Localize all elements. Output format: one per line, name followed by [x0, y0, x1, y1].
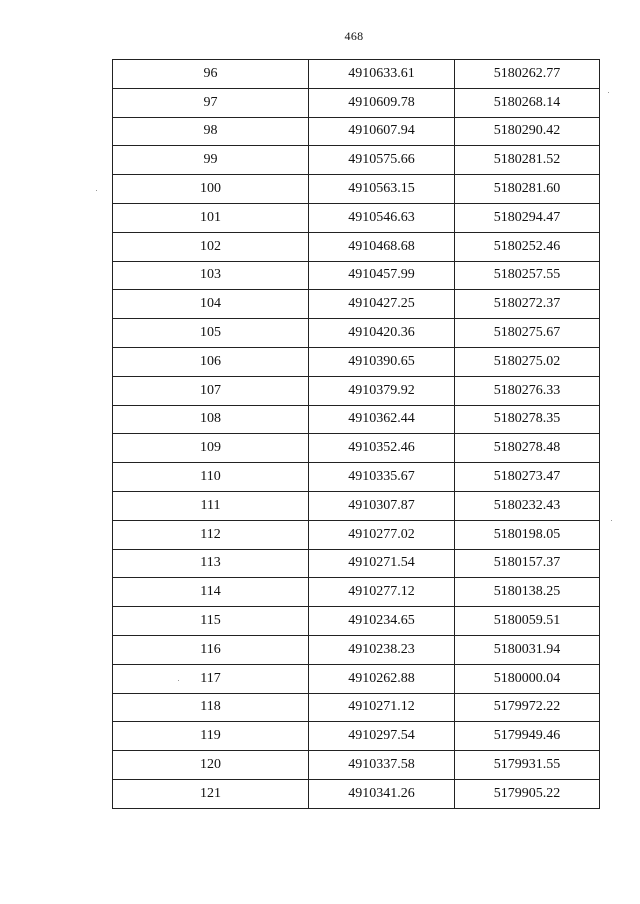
- y-coordinate-cell: 5180268.14: [455, 88, 600, 117]
- x-coordinate-cell: 4910297.54: [309, 722, 455, 751]
- table-row: [113, 434, 600, 463]
- y-coordinate-cell: 5179905.22: [455, 779, 600, 808]
- y-coordinate-cell: 5180275.02: [455, 347, 600, 376]
- y-coordinate-cell: 5180031.94: [455, 635, 600, 664]
- x-coordinate-cell: 4910420.36: [309, 319, 455, 348]
- y-coordinate-cell: 5180290.42: [455, 117, 600, 146]
- x-coordinate-cell: 4910277.12: [309, 578, 455, 607]
- point-number-cell: 97: [113, 88, 309, 117]
- table-row: [113, 491, 600, 520]
- y-coordinate-cell: 5180257.55: [455, 261, 600, 290]
- table-row: [113, 60, 600, 89]
- x-coordinate-cell: 4910277.02: [309, 520, 455, 549]
- x-coordinate-cell: 4910262.88: [309, 664, 455, 693]
- x-coordinate-cell: 4910546.63: [309, 203, 455, 232]
- point-number-cell: 117: [113, 664, 309, 693]
- x-coordinate-cell: 4910607.94: [309, 117, 455, 146]
- x-coordinate-cell: 4910307.87: [309, 491, 455, 520]
- point-number-cell: 115: [113, 607, 309, 636]
- x-coordinate-cell: 4910362.44: [309, 405, 455, 434]
- x-coordinate-cell: 4910575.66: [309, 146, 455, 175]
- y-coordinate-cell: 5180138.25: [455, 578, 600, 607]
- x-coordinate-cell: 4910341.26: [309, 779, 455, 808]
- point-number-cell: 120: [113, 751, 309, 780]
- point-number-cell: 112: [113, 520, 309, 549]
- y-coordinate-cell: 5180294.47: [455, 203, 600, 232]
- point-number-cell: 121: [113, 779, 309, 808]
- table-row: [113, 607, 600, 636]
- y-coordinate-cell: 5180275.67: [455, 319, 600, 348]
- x-coordinate-cell: 4910390.65: [309, 347, 455, 376]
- y-coordinate-cell: 5180000.04: [455, 664, 600, 693]
- table-row: [113, 175, 600, 204]
- x-coordinate-cell: 4910337.58: [309, 751, 455, 780]
- x-coordinate-cell: 4910468.68: [309, 232, 455, 261]
- point-number-cell: 111: [113, 491, 309, 520]
- scan-speck: [611, 520, 612, 521]
- point-number-cell: 96: [113, 60, 309, 89]
- table-row: [113, 376, 600, 405]
- table-row: [113, 693, 600, 722]
- table-row: [113, 463, 600, 492]
- point-number-cell: 113: [113, 549, 309, 578]
- x-coordinate-cell: 4910238.23: [309, 635, 455, 664]
- point-number-cell: 103: [113, 261, 309, 290]
- point-number-cell: 118: [113, 693, 309, 722]
- y-coordinate-cell: 5179972.22: [455, 693, 600, 722]
- x-coordinate-cell: 4910457.99: [309, 261, 455, 290]
- y-coordinate-cell: 5180278.48: [455, 434, 600, 463]
- point-number-cell: 108: [113, 405, 309, 434]
- point-number-cell: 114: [113, 578, 309, 607]
- y-coordinate-cell: 5180198.05: [455, 520, 600, 549]
- point-number-cell: 109: [113, 434, 309, 463]
- y-coordinate-cell: 5180276.33: [455, 376, 600, 405]
- y-coordinate-cell: 5179931.55: [455, 751, 600, 780]
- y-coordinate-cell: 5180278.35: [455, 405, 600, 434]
- table-row: [113, 405, 600, 434]
- table-row: [113, 722, 600, 751]
- point-number-cell: 116: [113, 635, 309, 664]
- table-row: [113, 146, 600, 175]
- table-row: [113, 635, 600, 664]
- y-coordinate-cell: 5180059.51: [455, 607, 600, 636]
- point-number-cell: 101: [113, 203, 309, 232]
- point-number-cell: 102: [113, 232, 309, 261]
- scan-speck: [178, 680, 179, 681]
- table-row: [113, 664, 600, 693]
- table-row: [113, 261, 600, 290]
- point-number-cell: 119: [113, 722, 309, 751]
- x-coordinate-cell: 4910379.92: [309, 376, 455, 405]
- x-coordinate-cell: 4910352.46: [309, 434, 455, 463]
- y-coordinate-cell: 5180252.46: [455, 232, 600, 261]
- point-number-cell: 100: [113, 175, 309, 204]
- scan-speck: [608, 92, 609, 93]
- point-number-cell: 99: [113, 146, 309, 175]
- table-row: [113, 578, 600, 607]
- x-coordinate-cell: 4910234.65: [309, 607, 455, 636]
- table-row: [113, 232, 600, 261]
- y-coordinate-cell: 5180157.37: [455, 549, 600, 578]
- x-coordinate-cell: 4910427.25: [309, 290, 455, 319]
- x-coordinate-cell: 4910609.78: [309, 88, 455, 117]
- table-row: [113, 779, 600, 808]
- table-row: [113, 203, 600, 232]
- y-coordinate-cell: 5180281.52: [455, 146, 600, 175]
- point-number-cell: 110: [113, 463, 309, 492]
- point-number-cell: 98: [113, 117, 309, 146]
- point-number-cell: 106: [113, 347, 309, 376]
- table-row: [113, 290, 600, 319]
- table-row: [113, 520, 600, 549]
- x-coordinate-cell: 4910633.61: [309, 60, 455, 89]
- point-number-cell: 104: [113, 290, 309, 319]
- scan-speck: [96, 190, 97, 191]
- y-coordinate-cell: 5180272.37: [455, 290, 600, 319]
- y-coordinate-cell: 5180262.77: [455, 60, 600, 89]
- table-row: [113, 319, 600, 348]
- x-coordinate-cell: 4910563.15: [309, 175, 455, 204]
- coordinates-table-body: [113, 60, 600, 809]
- y-coordinate-cell: 5180281.60: [455, 175, 600, 204]
- y-coordinate-cell: 5180232.43: [455, 491, 600, 520]
- table-row: [113, 549, 600, 578]
- y-coordinate-cell: 5180273.47: [455, 463, 600, 492]
- table-row: [113, 117, 600, 146]
- table-row: [113, 751, 600, 780]
- table-row: [113, 88, 600, 117]
- page-number: 468: [344, 29, 364, 43]
- x-coordinate-cell: 4910271.12: [309, 693, 455, 722]
- table-row: [113, 347, 600, 376]
- x-coordinate-cell: 4910335.67: [309, 463, 455, 492]
- coordinates-table: [112, 59, 600, 809]
- y-coordinate-cell: 5179949.46: [455, 722, 600, 751]
- point-number-cell: 105: [113, 319, 309, 348]
- x-coordinate-cell: 4910271.54: [309, 549, 455, 578]
- point-number-cell: 107: [113, 376, 309, 405]
